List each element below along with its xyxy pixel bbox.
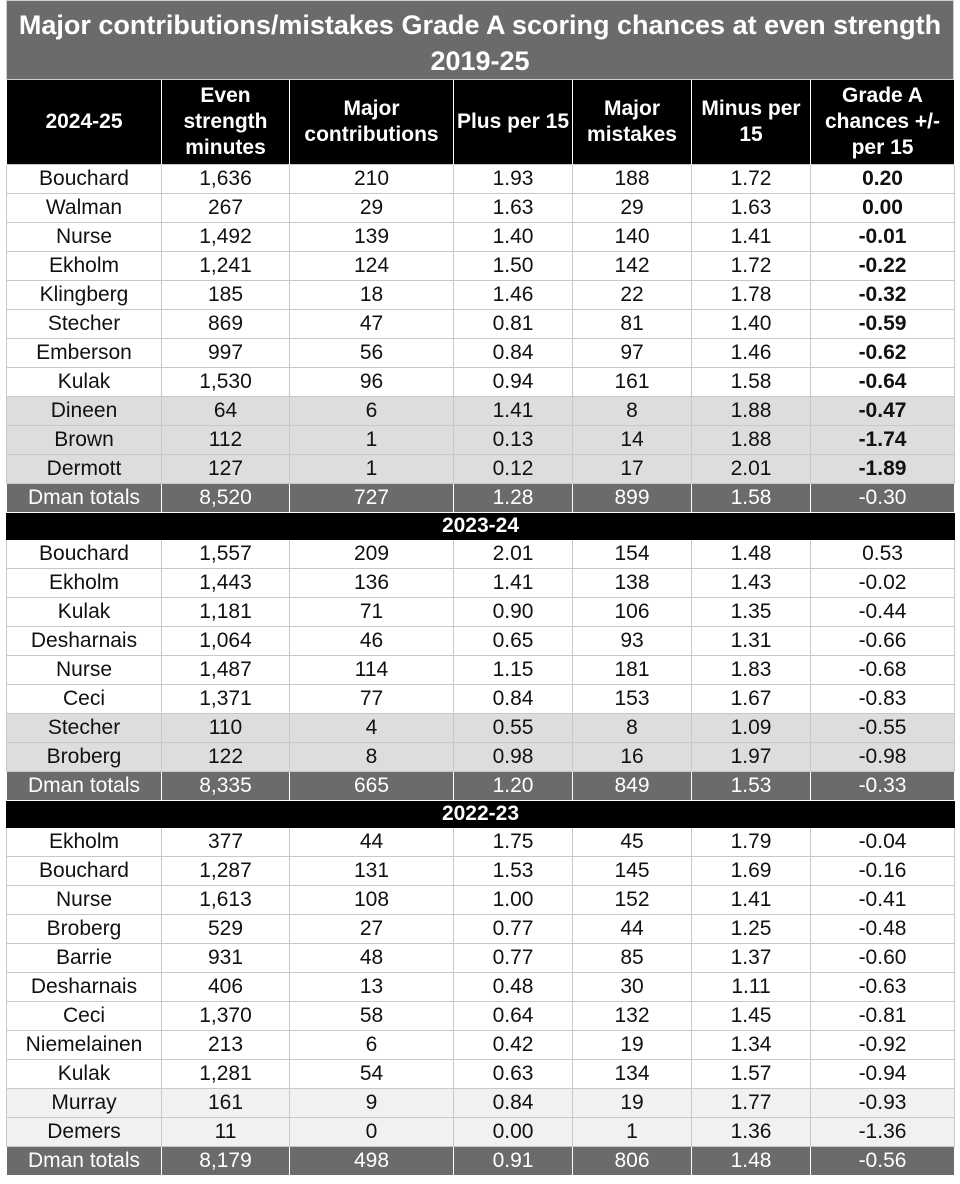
net-cell: -0.92 bbox=[811, 1031, 955, 1060]
total-net-cell: -0.33 bbox=[811, 772, 955, 801]
minutes-cell: 1,557 bbox=[162, 540, 290, 569]
table-row bbox=[7, 223, 955, 252]
table-row bbox=[7, 339, 955, 368]
player-cell: Emberson bbox=[7, 339, 162, 368]
plus-cell: 0.98 bbox=[454, 743, 573, 772]
net-cell: -0.48 bbox=[811, 915, 955, 944]
minus-cell: 1.46 bbox=[692, 339, 811, 368]
player-cell: Klingberg bbox=[7, 281, 162, 310]
net-cell: -0.59 bbox=[811, 310, 955, 339]
minus-cell: 1.43 bbox=[692, 569, 811, 598]
player-cell: Dineen bbox=[7, 397, 162, 426]
mistakes-cell: 45 bbox=[573, 828, 692, 857]
contributions-cell: 4 bbox=[290, 714, 454, 743]
player-cell: Kulak bbox=[7, 598, 162, 627]
table-row bbox=[7, 627, 955, 656]
plus-cell: 1.46 bbox=[454, 281, 573, 310]
net-cell: -0.98 bbox=[811, 743, 955, 772]
table-row bbox=[7, 886, 955, 915]
mistakes-cell: 17 bbox=[573, 455, 692, 484]
player-cell: Broberg bbox=[7, 743, 162, 772]
mistakes-cell: 181 bbox=[573, 656, 692, 685]
mistakes-cell: 93 bbox=[573, 627, 692, 656]
player-cell: Nurse bbox=[7, 223, 162, 252]
contributions-cell: 54 bbox=[290, 1060, 454, 1089]
mistakes-cell: 19 bbox=[573, 1031, 692, 1060]
mistakes-cell: 142 bbox=[573, 252, 692, 281]
plus-cell: 1.53 bbox=[454, 857, 573, 886]
contributions-cell: 131 bbox=[290, 857, 454, 886]
minutes-cell: 64 bbox=[162, 397, 290, 426]
plus-cell: 0.63 bbox=[454, 1060, 573, 1089]
plus-cell: 1.75 bbox=[454, 828, 573, 857]
contributions-cell: 58 bbox=[290, 1002, 454, 1031]
player-cell: Bouchard bbox=[7, 540, 162, 569]
net-cell: -0.81 bbox=[811, 1002, 955, 1031]
plus-cell: 0.90 bbox=[454, 598, 573, 627]
total-player-cell: Dman totals bbox=[7, 1147, 162, 1176]
minus-cell: 1.78 bbox=[692, 281, 811, 310]
header-contributions: Major contributions bbox=[290, 80, 454, 165]
minutes-cell: 1,613 bbox=[162, 886, 290, 915]
net-cell: -0.64 bbox=[811, 368, 955, 397]
total-net-cell: -0.30 bbox=[811, 484, 955, 513]
totals-row bbox=[7, 772, 955, 801]
minutes-cell: 1,281 bbox=[162, 1060, 290, 1089]
minus-cell: 1.11 bbox=[692, 973, 811, 1002]
table-row bbox=[7, 714, 955, 743]
player-cell: Desharnais bbox=[7, 973, 162, 1002]
total-minutes-cell: 8,335 bbox=[162, 772, 290, 801]
mistakes-cell: 132 bbox=[573, 1002, 692, 1031]
season-divider bbox=[7, 801, 955, 828]
net-cell: -0.63 bbox=[811, 973, 955, 1002]
mistakes-cell: 44 bbox=[573, 915, 692, 944]
minutes-cell: 1,370 bbox=[162, 1002, 290, 1031]
minutes-cell: 406 bbox=[162, 973, 290, 1002]
minutes-cell: 1,487 bbox=[162, 656, 290, 685]
minutes-cell: 997 bbox=[162, 339, 290, 368]
mistakes-cell: 81 bbox=[573, 310, 692, 339]
table-row bbox=[7, 1089, 955, 1118]
minutes-cell: 1,636 bbox=[162, 165, 290, 194]
player-cell: Demers bbox=[7, 1118, 162, 1147]
player-cell: Desharnais bbox=[7, 627, 162, 656]
mistakes-cell: 22 bbox=[573, 281, 692, 310]
total-plus-cell: 1.28 bbox=[454, 484, 573, 513]
contributions-cell: 47 bbox=[290, 310, 454, 339]
minus-cell: 1.58 bbox=[692, 368, 811, 397]
total-mistakes-cell: 849 bbox=[573, 772, 692, 801]
table-row bbox=[7, 252, 955, 281]
net-cell: -0.22 bbox=[811, 252, 955, 281]
net-cell: 0.00 bbox=[811, 194, 955, 223]
contributions-cell: 56 bbox=[290, 339, 454, 368]
table-row bbox=[7, 1060, 955, 1089]
total-contributions-cell: 665 bbox=[290, 772, 454, 801]
net-cell: -0.44 bbox=[811, 598, 955, 627]
contributions-cell: 8 bbox=[290, 743, 454, 772]
minutes-cell: 161 bbox=[162, 1089, 290, 1118]
net-cell: -1.36 bbox=[811, 1118, 955, 1147]
mistakes-cell: 161 bbox=[573, 368, 692, 397]
mistakes-cell: 16 bbox=[573, 743, 692, 772]
plus-cell: 1.41 bbox=[454, 397, 573, 426]
mistakes-cell: 19 bbox=[573, 1089, 692, 1118]
plus-cell: 0.81 bbox=[454, 310, 573, 339]
contributions-cell: 0 bbox=[290, 1118, 454, 1147]
table-row bbox=[7, 426, 955, 455]
player-cell: Ceci bbox=[7, 1002, 162, 1031]
minus-cell: 1.41 bbox=[692, 223, 811, 252]
minutes-cell: 869 bbox=[162, 310, 290, 339]
plus-cell: 1.50 bbox=[454, 252, 573, 281]
table-title: Major contributions/mistakes Grade A scoring chances at even strength 2019-25 bbox=[6, 0, 954, 80]
contributions-cell: 29 bbox=[290, 194, 454, 223]
season-divider bbox=[7, 513, 955, 540]
table-row bbox=[7, 1031, 955, 1060]
player-cell: Brown bbox=[7, 426, 162, 455]
plus-cell: 0.84 bbox=[454, 685, 573, 714]
player-cell: Kulak bbox=[7, 368, 162, 397]
player-cell: Ekholm bbox=[7, 828, 162, 857]
minus-cell: 1.37 bbox=[692, 944, 811, 973]
minutes-cell: 1,492 bbox=[162, 223, 290, 252]
minus-cell: 1.72 bbox=[692, 165, 811, 194]
table-row bbox=[7, 915, 955, 944]
total-player-cell: Dman totals bbox=[7, 772, 162, 801]
net-cell: -0.02 bbox=[811, 569, 955, 598]
plus-cell: 0.55 bbox=[454, 714, 573, 743]
net-cell: -0.60 bbox=[811, 944, 955, 973]
net-cell: -0.68 bbox=[811, 656, 955, 685]
minutes-cell: 529 bbox=[162, 915, 290, 944]
minus-cell: 1.09 bbox=[692, 714, 811, 743]
total-plus-cell: 1.20 bbox=[454, 772, 573, 801]
minutes-cell: 213 bbox=[162, 1031, 290, 1060]
minus-cell: 1.41 bbox=[692, 886, 811, 915]
plus-cell: 0.13 bbox=[454, 426, 573, 455]
total-mistakes-cell: 899 bbox=[573, 484, 692, 513]
player-cell: Bouchard bbox=[7, 165, 162, 194]
net-cell: -1.74 bbox=[811, 426, 955, 455]
header-minus: Minus per 15 bbox=[692, 80, 811, 165]
total-minus-cell: 1.53 bbox=[692, 772, 811, 801]
player-cell: Ceci bbox=[7, 685, 162, 714]
minutes-cell: 11 bbox=[162, 1118, 290, 1147]
header-season: 2024-25 bbox=[7, 80, 162, 165]
minutes-cell: 1,064 bbox=[162, 627, 290, 656]
mistakes-cell: 140 bbox=[573, 223, 692, 252]
player-cell: Nurse bbox=[7, 886, 162, 915]
minus-cell: 1.31 bbox=[692, 627, 811, 656]
player-cell: Niemelainen bbox=[7, 1031, 162, 1060]
season-label: 2022-23 bbox=[7, 801, 955, 828]
contributions-cell: 209 bbox=[290, 540, 454, 569]
contributions-cell: 13 bbox=[290, 973, 454, 1002]
player-cell: Broberg bbox=[7, 915, 162, 944]
minutes-cell: 1,241 bbox=[162, 252, 290, 281]
plus-cell: 1.93 bbox=[454, 165, 573, 194]
minutes-cell: 1,181 bbox=[162, 598, 290, 627]
table-row bbox=[7, 685, 955, 714]
table-row bbox=[7, 368, 955, 397]
mistakes-cell: 97 bbox=[573, 339, 692, 368]
minus-cell: 1.88 bbox=[692, 426, 811, 455]
total-player-cell: Dman totals bbox=[7, 484, 162, 513]
player-cell: Bouchard bbox=[7, 857, 162, 886]
minus-cell: 1.45 bbox=[692, 1002, 811, 1031]
plus-cell: 0.84 bbox=[454, 1089, 573, 1118]
minus-cell: 1.69 bbox=[692, 857, 811, 886]
mistakes-cell: 8 bbox=[573, 714, 692, 743]
table-row bbox=[7, 973, 955, 1002]
player-cell: Stecher bbox=[7, 310, 162, 339]
contributions-cell: 1 bbox=[290, 426, 454, 455]
minutes-cell: 1,371 bbox=[162, 685, 290, 714]
mistakes-cell: 30 bbox=[573, 973, 692, 1002]
plus-cell: 1.41 bbox=[454, 569, 573, 598]
net-cell: -0.93 bbox=[811, 1089, 955, 1118]
table-row bbox=[7, 194, 955, 223]
plus-cell: 0.77 bbox=[454, 915, 573, 944]
contributions-cell: 114 bbox=[290, 656, 454, 685]
minus-cell: 1.57 bbox=[692, 1060, 811, 1089]
table-row bbox=[7, 1118, 955, 1147]
minus-cell: 1.72 bbox=[692, 252, 811, 281]
mistakes-cell: 153 bbox=[573, 685, 692, 714]
minutes-cell: 110 bbox=[162, 714, 290, 743]
contributions-cell: 108 bbox=[290, 886, 454, 915]
plus-cell: 2.01 bbox=[454, 540, 573, 569]
table-row bbox=[7, 857, 955, 886]
minus-cell: 2.01 bbox=[692, 455, 811, 484]
total-net-cell: -0.56 bbox=[811, 1147, 955, 1176]
contributions-cell: 71 bbox=[290, 598, 454, 627]
player-cell: Dermott bbox=[7, 455, 162, 484]
minutes-cell: 112 bbox=[162, 426, 290, 455]
player-cell: Walman bbox=[7, 194, 162, 223]
contributions-cell: 9 bbox=[290, 1089, 454, 1118]
contributions-cell: 48 bbox=[290, 944, 454, 973]
mistakes-cell: 8 bbox=[573, 397, 692, 426]
contributions-cell: 139 bbox=[290, 223, 454, 252]
contributions-cell: 77 bbox=[290, 685, 454, 714]
minutes-cell: 267 bbox=[162, 194, 290, 223]
player-cell: Ekholm bbox=[7, 252, 162, 281]
net-cell: 0.20 bbox=[811, 165, 955, 194]
minus-cell: 1.40 bbox=[692, 310, 811, 339]
table-row bbox=[7, 455, 955, 484]
minus-cell: 1.25 bbox=[692, 915, 811, 944]
minutes-cell: 1,530 bbox=[162, 368, 290, 397]
player-cell: Nurse bbox=[7, 656, 162, 685]
plus-cell: 1.40 bbox=[454, 223, 573, 252]
player-cell: Ekholm bbox=[7, 569, 162, 598]
net-cell: -0.55 bbox=[811, 714, 955, 743]
mistakes-cell: 145 bbox=[573, 857, 692, 886]
plus-cell: 0.94 bbox=[454, 368, 573, 397]
minus-cell: 1.79 bbox=[692, 828, 811, 857]
plus-cell: 1.00 bbox=[454, 886, 573, 915]
plus-cell: 0.42 bbox=[454, 1031, 573, 1060]
plus-cell: 0.84 bbox=[454, 339, 573, 368]
player-cell: Stecher bbox=[7, 714, 162, 743]
table-row bbox=[7, 656, 955, 685]
total-minus-cell: 1.48 bbox=[692, 1147, 811, 1176]
mistakes-cell: 85 bbox=[573, 944, 692, 973]
table-row bbox=[7, 569, 955, 598]
total-contributions-cell: 727 bbox=[290, 484, 454, 513]
minus-cell: 1.97 bbox=[692, 743, 811, 772]
mistakes-cell: 188 bbox=[573, 165, 692, 194]
mistakes-cell: 29 bbox=[573, 194, 692, 223]
net-cell: -0.16 bbox=[811, 857, 955, 886]
table-row bbox=[7, 397, 955, 426]
table-row bbox=[7, 743, 955, 772]
net-cell: 0.53 bbox=[811, 540, 955, 569]
contributions-cell: 124 bbox=[290, 252, 454, 281]
minus-cell: 1.48 bbox=[692, 540, 811, 569]
minutes-cell: 1,287 bbox=[162, 857, 290, 886]
table-row bbox=[7, 828, 955, 857]
minutes-cell: 122 bbox=[162, 743, 290, 772]
minus-cell: 1.83 bbox=[692, 656, 811, 685]
mistakes-cell: 134 bbox=[573, 1060, 692, 1089]
plus-cell: 0.77 bbox=[454, 944, 573, 973]
minus-cell: 1.36 bbox=[692, 1118, 811, 1147]
net-cell: -0.62 bbox=[811, 339, 955, 368]
contributions-cell: 46 bbox=[290, 627, 454, 656]
minus-cell: 1.67 bbox=[692, 685, 811, 714]
minutes-cell: 127 bbox=[162, 455, 290, 484]
contributions-cell: 6 bbox=[290, 1031, 454, 1060]
minutes-cell: 931 bbox=[162, 944, 290, 973]
net-cell: -0.83 bbox=[811, 685, 955, 714]
header-mistakes: Major mistakes bbox=[573, 80, 692, 165]
header-net: Grade A chances +/- per 15 bbox=[811, 80, 955, 165]
minus-cell: 1.77 bbox=[692, 1089, 811, 1118]
player-cell: Kulak bbox=[7, 1060, 162, 1089]
total-mistakes-cell: 806 bbox=[573, 1147, 692, 1176]
contributions-cell: 18 bbox=[290, 281, 454, 310]
total-minutes-cell: 8,520 bbox=[162, 484, 290, 513]
table-row bbox=[7, 310, 955, 339]
net-cell: -0.41 bbox=[811, 886, 955, 915]
header-minutes: Even strength minutes bbox=[162, 80, 290, 165]
net-cell: -0.32 bbox=[811, 281, 955, 310]
mistakes-cell: 152 bbox=[573, 886, 692, 915]
plus-cell: 0.48 bbox=[454, 973, 573, 1002]
table-row bbox=[7, 540, 955, 569]
header-plus: Plus per 15 bbox=[454, 80, 573, 165]
plus-cell: 1.15 bbox=[454, 656, 573, 685]
contributions-cell: 136 bbox=[290, 569, 454, 598]
plus-cell: 0.65 bbox=[454, 627, 573, 656]
header-row bbox=[7, 80, 955, 165]
minus-cell: 1.88 bbox=[692, 397, 811, 426]
mistakes-cell: 154 bbox=[573, 540, 692, 569]
plus-cell: 0.12 bbox=[454, 455, 573, 484]
net-cell: -1.89 bbox=[811, 455, 955, 484]
mistakes-cell: 106 bbox=[573, 598, 692, 627]
table-row bbox=[7, 944, 955, 973]
contributions-cell: 27 bbox=[290, 915, 454, 944]
net-cell: -0.01 bbox=[811, 223, 955, 252]
totals-row bbox=[7, 1147, 955, 1176]
table-row bbox=[7, 165, 955, 194]
player-cell: Barrie bbox=[7, 944, 162, 973]
table-body bbox=[7, 165, 955, 1176]
table-row bbox=[7, 281, 955, 310]
total-plus-cell: 0.91 bbox=[454, 1147, 573, 1176]
totals-row bbox=[7, 484, 955, 513]
total-minus-cell: 1.58 bbox=[692, 484, 811, 513]
minutes-cell: 1,443 bbox=[162, 569, 290, 598]
contributions-cell: 44 bbox=[290, 828, 454, 857]
minus-cell: 1.63 bbox=[692, 194, 811, 223]
plus-cell: 0.64 bbox=[454, 1002, 573, 1031]
contributions-cell: 210 bbox=[290, 165, 454, 194]
mistakes-cell: 1 bbox=[573, 1118, 692, 1147]
total-minutes-cell: 8,179 bbox=[162, 1147, 290, 1176]
net-cell: -0.66 bbox=[811, 627, 955, 656]
mistakes-cell: 14 bbox=[573, 426, 692, 455]
stats-table bbox=[6, 80, 955, 1176]
player-cell: Murray bbox=[7, 1089, 162, 1118]
table-row bbox=[7, 1002, 955, 1031]
plus-cell: 1.63 bbox=[454, 194, 573, 223]
contributions-cell: 6 bbox=[290, 397, 454, 426]
net-cell: -0.94 bbox=[811, 1060, 955, 1089]
contributions-cell: 1 bbox=[290, 455, 454, 484]
season-label: 2023-24 bbox=[7, 513, 955, 540]
net-cell: -0.47 bbox=[811, 397, 955, 426]
minutes-cell: 185 bbox=[162, 281, 290, 310]
contributions-cell: 96 bbox=[290, 368, 454, 397]
total-contributions-cell: 498 bbox=[290, 1147, 454, 1176]
mistakes-cell: 138 bbox=[573, 569, 692, 598]
net-cell: -0.04 bbox=[811, 828, 955, 857]
minutes-cell: 377 bbox=[162, 828, 290, 857]
minus-cell: 1.34 bbox=[692, 1031, 811, 1060]
plus-cell: 0.00 bbox=[454, 1118, 573, 1147]
table-row bbox=[7, 598, 955, 627]
minus-cell: 1.35 bbox=[692, 598, 811, 627]
